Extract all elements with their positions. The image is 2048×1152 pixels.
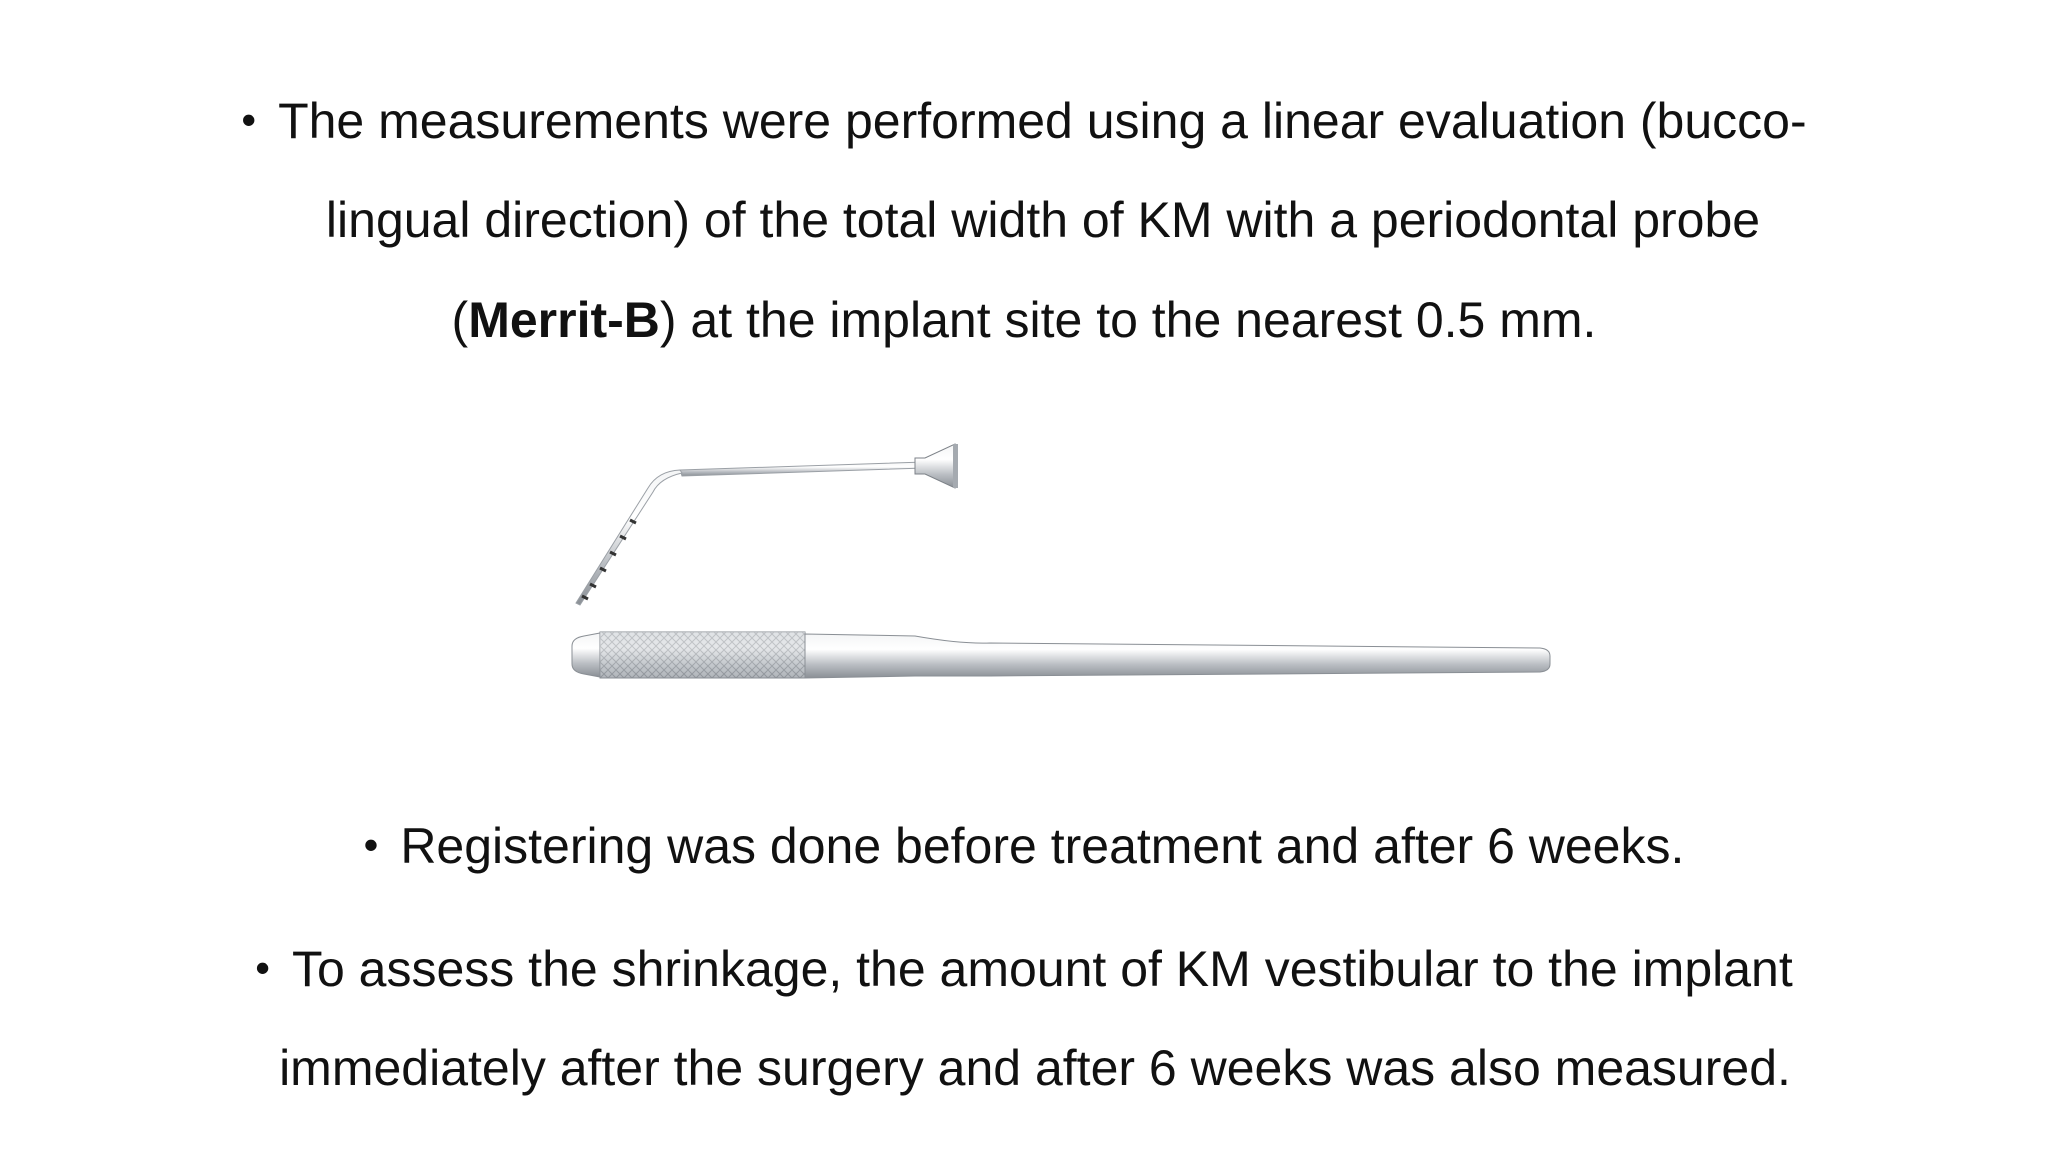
bullet-1-line-3 xyxy=(0,290,2048,350)
bullet-1-text-3-post: ) at the implant site to the nearest 0.5 mm. xyxy=(659,292,1597,348)
bullet-marker: • xyxy=(363,821,379,868)
bullet-2-line-1 xyxy=(0,815,2048,876)
bullet-3-line-2 xyxy=(0,1038,2048,1098)
probe-tip-part xyxy=(576,444,958,605)
bullet-marker: • xyxy=(241,96,257,143)
bullet-1-text-1: The measurements were performed using a linear evaluation (bucco- xyxy=(278,93,1807,149)
probe-name: Merrit-B xyxy=(468,292,660,348)
bullet-1-text-3-pre: ( xyxy=(451,292,469,348)
bullet-3-text-2: immediately after the surgery and after 6 weeks was also measured. xyxy=(279,1040,1791,1096)
bullet-2-text-1: Registering was done before treatment and after 6 weeks. xyxy=(400,818,1685,874)
probe-handle-part xyxy=(572,632,1550,678)
bullet-1-line-1 xyxy=(0,90,2048,151)
bullet-1-text-2: lingual direction) of the total width of KM with a periodontal probe xyxy=(325,192,1761,248)
periodontal-probe-image xyxy=(560,430,1570,710)
bullet-marker: • xyxy=(255,944,270,991)
bullet-1-line-2 xyxy=(0,190,2048,250)
bullet-3-line-1 xyxy=(0,938,2048,999)
bullet-3-text-1: To assess the shrinkage, the amount of KM vestibular to the implant xyxy=(291,941,1793,997)
